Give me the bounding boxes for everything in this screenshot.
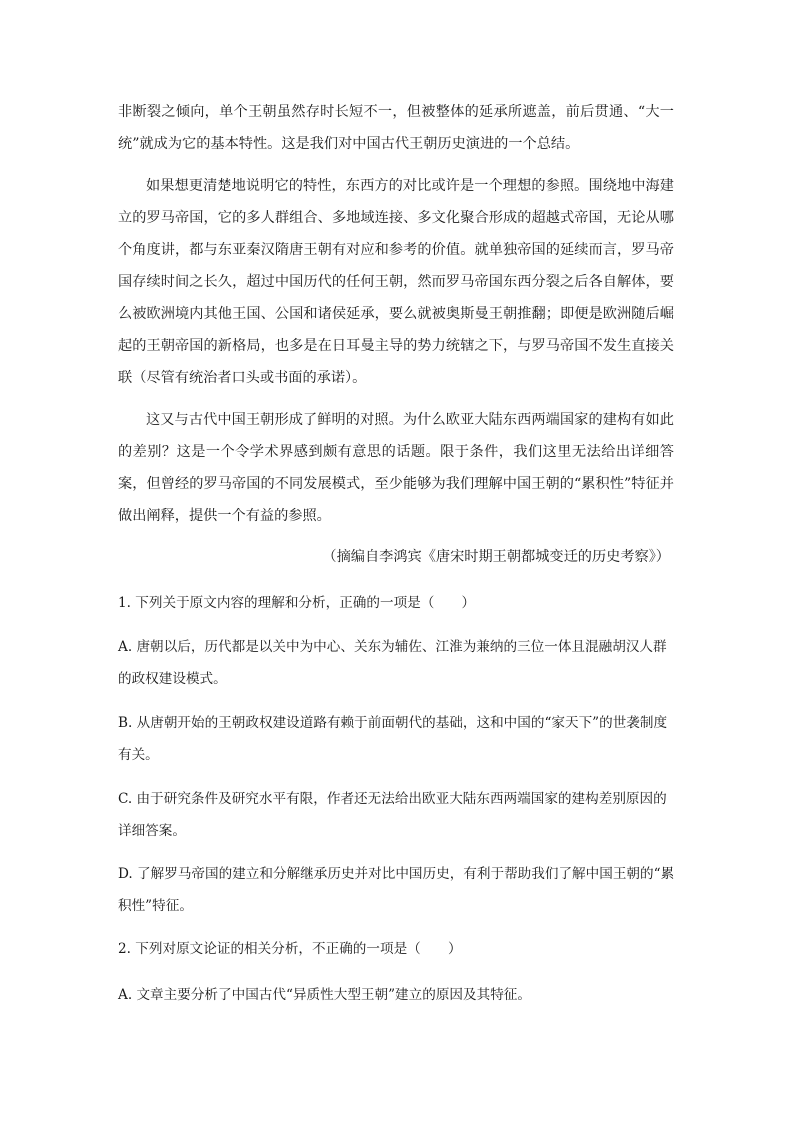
- question-1-option-d: D. 了解罗马帝国的建立和分解继承历史并对比中国历史，有利于帮助我们了解中国王朝的“累积性”特征。: [118, 866, 675, 914]
- source-citation: （摘编自李鸿宾《唐宋时期王朝都城变迁的历史考察》）: [322, 549, 670, 565]
- question-1-stem: 1. 下列关于原文内容的理解和分析，正确的一项是（ ）: [118, 595, 476, 611]
- paragraph-3: 这又与古代中国王朝形成了鲜明的对照。为什么欧亚大陆东西两端国家的建构有如此的差别？这是一个令学术界感到颇有意思的话题。限于条件，我们这里无法给出详细答案，但曾经的罗马帝国的不同发展模式，至少能够为我们理解中国王朝的“累积性”特征并做出阐释，提供一个有益的参照。: [118, 412, 674, 524]
- question-2-stem: 2. 下列对原文论证的相关分析，不正确的一项是（ ）: [118, 941, 462, 957]
- question-2-option-a: A. 文章主要分析了中国古代“异质性大型王朝”建立的原因及其特征。: [118, 987, 531, 1003]
- question-1-option-a: A. 唐朝以后，历代都是以关中为中心、关东为辅佐、江淮为兼纳的三位一体且混融胡汉人群的政权建设模式。: [118, 639, 667, 687]
- paragraph-2: 如果想更清楚地说明它的特性，东西方的对比或许是一个理想的参照。围绕地中海建立的罗马帝国，它的多人群组合、多地域连接、多文化聚合形成的超越式帝国，无论从哪个角度讲，都与东亚秦汉隋唐王朝有对应和参考的价值。就单独帝国的延续而言，罗马帝国存续时间之长久，超过中国历代的任何王朝，然而罗马帝国东西分裂之后各自解体，要么被欧洲境内其他王国、公国和诸侯延承，要么就被奥斯曼王朝推翻；即便是欧洲随后崛起的王朝帝国的新格局，也多是在日耳曼主导的势力统辖之下，与罗马帝国不发生直接关联（尽管有统治者口头或书面的承诺）。: [118, 178, 674, 386]
- question-1-option-b: B. 从唐朝开始的王朝政权建设道路有赖于前面朝代的基础，这和中国的“家天下”的世袭制度有关。: [118, 715, 668, 763]
- question-1-option-c: C. 由于研究条件及研究水平有限，作者还无法给出欧亚大陆东西两端国家的建构差别原因的详细答案。: [118, 791, 667, 839]
- paragraph-continued: 非断裂之倾向，单个王朝虽然存时长短不一，但被整体的延承所遮盖，前后贯通、“大一统”就成为它的基本特性。这是我们对中国古代王朝历史演进的一个总结。: [118, 104, 674, 152]
